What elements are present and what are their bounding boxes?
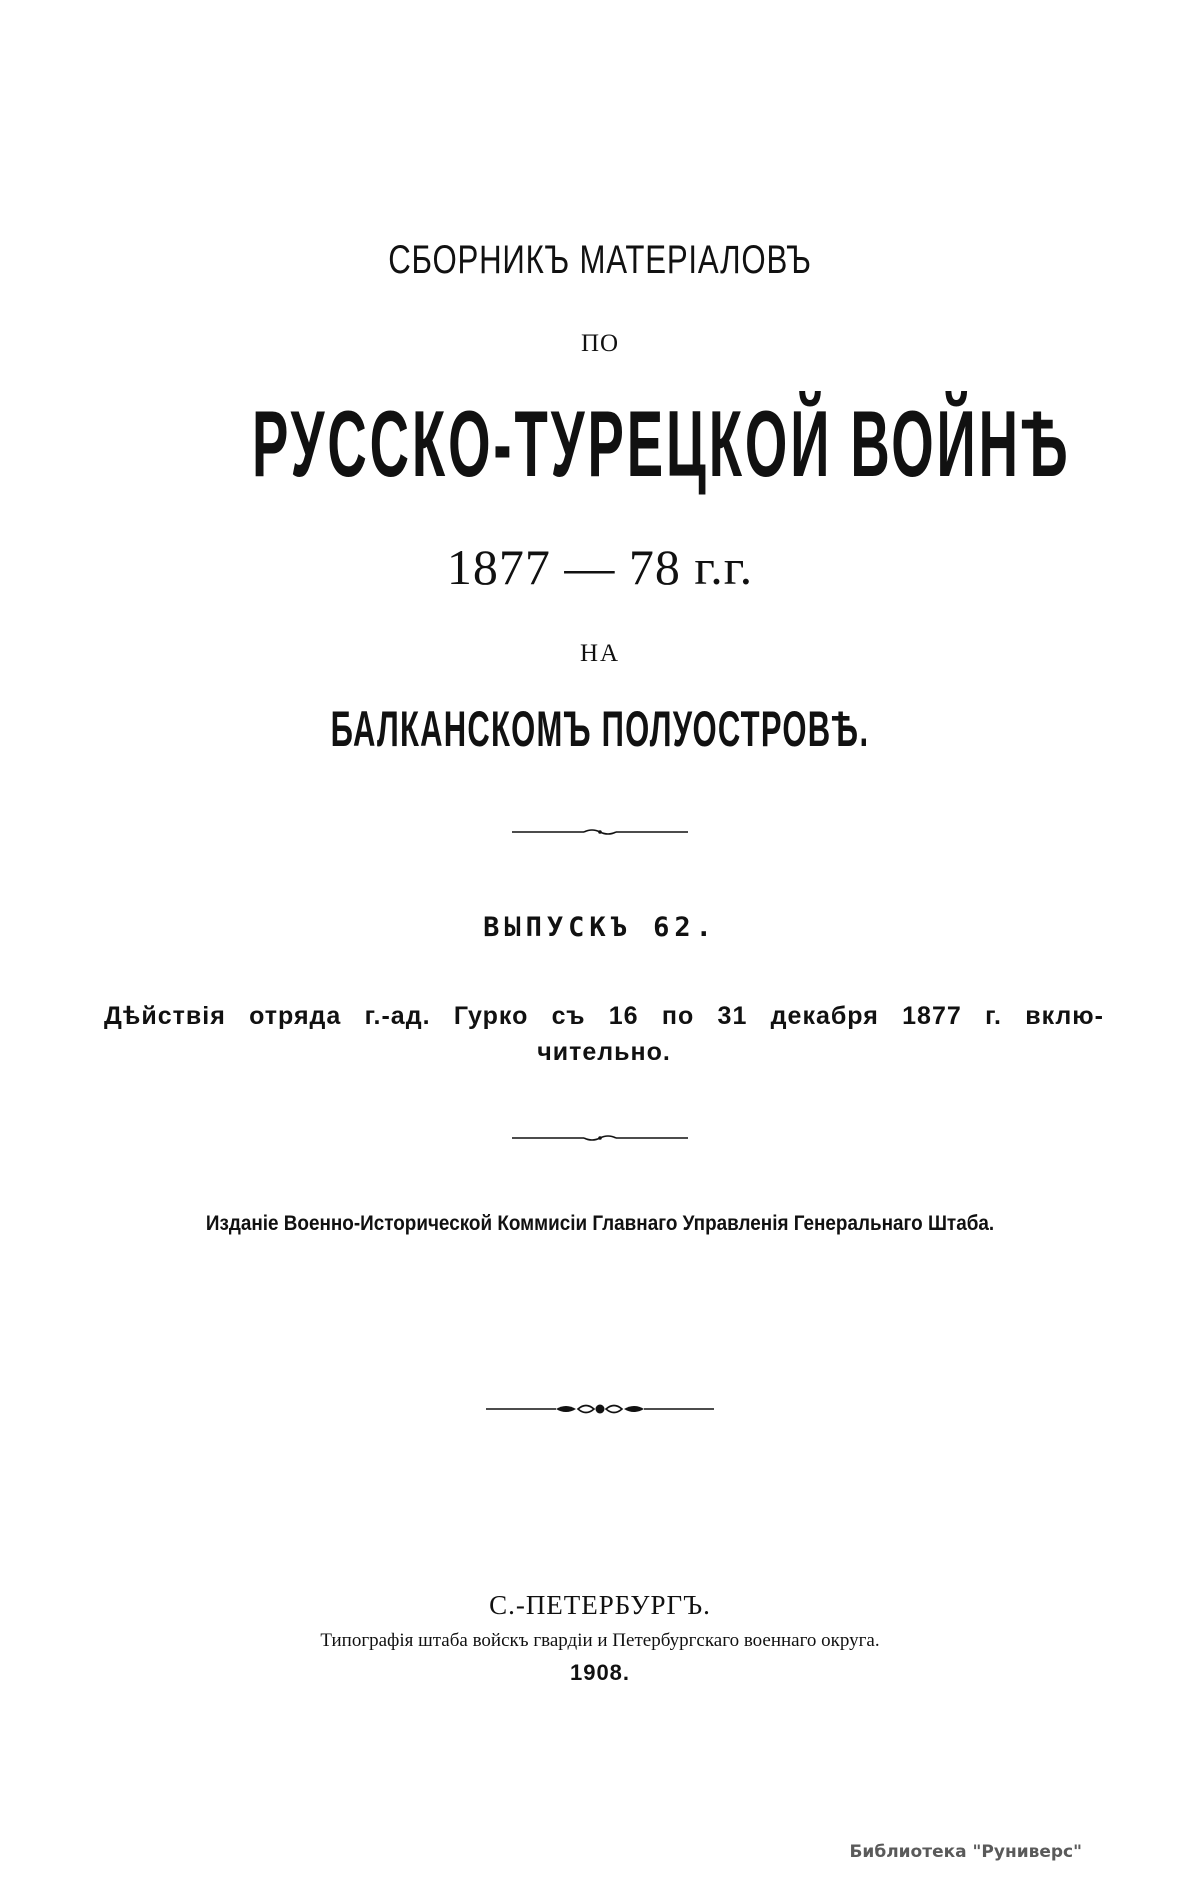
series-preposition: ПО [580, 330, 620, 357]
war-preposition: НА [579, 640, 621, 667]
imprint-press: Типографія штаба войскъ гвардіи и Петербургскаго военнаго округа. [320, 1630, 880, 1651]
war-title: РУССКО-ТУРЕЦКОЙ ВОЙНѢ [252, 391, 1072, 496]
imprint-city: С.-ПЕТЕРБУРГЪ. [489, 1590, 711, 1620]
divider-ornament [0, 1132, 1200, 1144]
issue-subject-line-2: чительно. [537, 1038, 671, 1066]
divider-ornament-icon [512, 826, 688, 838]
series-title: СБОРНИКЪ МАТЕРІАЛОВЪ [388, 238, 812, 282]
issue-subject [104, 998, 1104, 1070]
library-watermark: Библиотека "Руниверс" [849, 1842, 1082, 1862]
war-years: 1877 — 78 г.г. [446, 539, 754, 595]
war-region: БАЛКАНСКОМЪ ПОЛУОСТРОВѢ. [330, 701, 870, 757]
issue-subject-line-1: Дѣйствія отряда г.-ад. Гурко съ 16 по 31 декабря 1877 г. вклю- [104, 1002, 1104, 1030]
divider-ornament [0, 826, 1200, 838]
fleuron-ornament [0, 1400, 1200, 1418]
publisher-line: Изданіе Военно-Исторической Коммисіи Главнаго Управленія Генеральнаго Штаба. [205, 1212, 995, 1235]
divider-ornament-icon [512, 1132, 688, 1144]
imprint-year: 1908. [569, 1660, 631, 1685]
fleuron-ornament-icon [486, 1400, 714, 1418]
issue-label: ВЫПУСКЪ 62. [483, 912, 717, 943]
